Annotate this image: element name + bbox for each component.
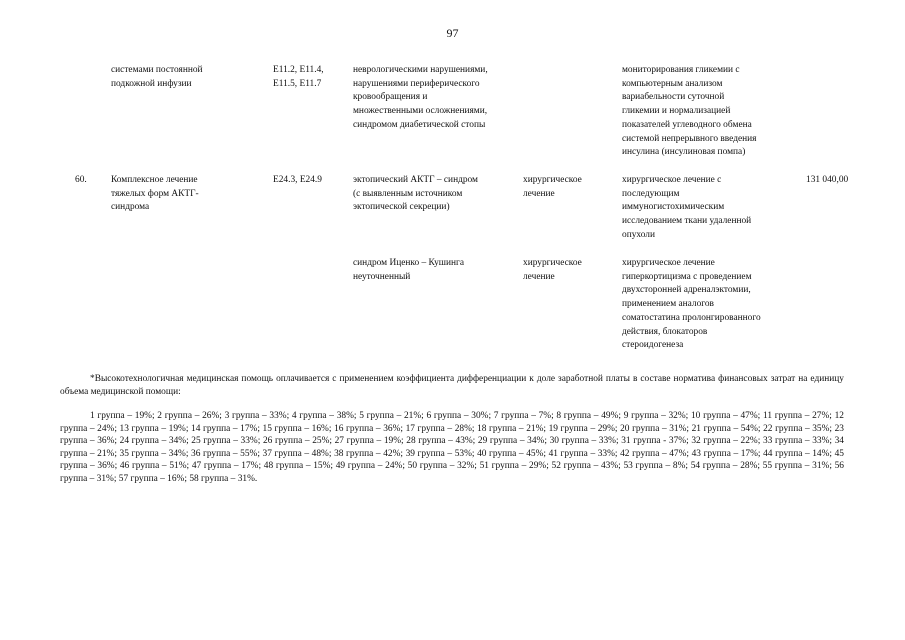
row-number: 60. <box>75 175 87 185</box>
row-method: хирургическое лечение с последующим иммуногистохимическим исследованием ткани удаленной опухоли <box>622 175 752 240</box>
footnote-intro: *Высокотехнологичная медицинская помощь оплачивается с применением коэффициента дифференциации к доле заработной платы в составе норматива финансовых затрат на единицу объема медицинской помощи: <box>60 374 844 397</box>
footnote-groups: 1 группа – 19%; 2 группа – 26%; 3 группа – 33%; 4 группа – 38%; 5 группа – 21%; 6 группа – 30%; 7 группа – 7%; 8 группа – 49%; 9 группа – 32%; 10 группа – 47%; 11 группа – 27%; 12 группа – 24%; 13 группа – 19%; 14 группа – 17%; 15 группа – 16%; 16 группа – 36%; 17 группа – 28%; 18 группа – 21%; 19 группа – 29%; 20 группа – 31%; 21 группа – 54%; 22 группа – 35%; 23 группа – 36%; 24 группа – 34%; 25 группа – 33%; 26 группа – 25%; 27 группа – 19%; 28 группа – 43%; 29 группа – 34%; 30 группа – 33%; 31 группа - 37%; 32 группа – 22%; 33 группа – 33%; 34 группа – 21%; 35 группа – 34%; 36 группа – 55%; 37 группа – 48%; 38 группа – 42%; 39 группа – 53%; 40 группа – 45%; 41 группа – 33%; 42 группа – 47%; 43 группа – 17%; 44 группа – 14%; 45 группа – 36%; 46 группа – 51%; 47 группа – 17%; 48 группа – 15%; 49 группа – 24%; 50 группа – 32%; 51 группа – 29%; 52 группа – 43%; 53 группа – 8%; 54 группа – 28%; 55 группа – 31%; 56 группа – 31%; 57 группа – 16%; 58 группа – 31%. <box>60 411 844 484</box>
row-name: системами постоянной подкожной инфузии <box>111 65 203 89</box>
page-number: 97 <box>446 26 459 40</box>
row-method: хирургическое лечение гиперкортицизма с проведением двухсторонней адреналэктомии, применением аналогов соматостатина пролонгированного действия, блокаторов стероидогенеза <box>622 258 761 351</box>
row-codes: E24.3, E24.9 <box>273 175 322 185</box>
row-method: мониторирования гликемии с компьютерным анализом вариабельности суточной гликемии и нормализацией показателей углеводного обмена системой непрерывного введения инсулина (инсулиновая помпа) <box>622 65 757 158</box>
row-model: неврологическими нарушениями, нарушениями периферического кровообращения и множественными осложнениями, синдромом диабетической стопы <box>353 65 488 130</box>
row-codes: E11.2, E11.4, E11.5, E11.7 <box>273 65 324 89</box>
row-price: 131 040,00 <box>806 175 849 185</box>
row-model: синдром Иценко – Кушинга неуточненный <box>353 258 465 282</box>
row-name: Комплексное лечение тяжелых форм АКТГ- синдрома <box>111 175 199 213</box>
row-treatment-type: хирургическое лечение <box>523 175 582 199</box>
row-treatment-type: хирургическое лечение <box>523 258 582 282</box>
row-model: эктопический АКТГ – синдром (с выявленным источником эктопической секреции) <box>353 175 478 213</box>
